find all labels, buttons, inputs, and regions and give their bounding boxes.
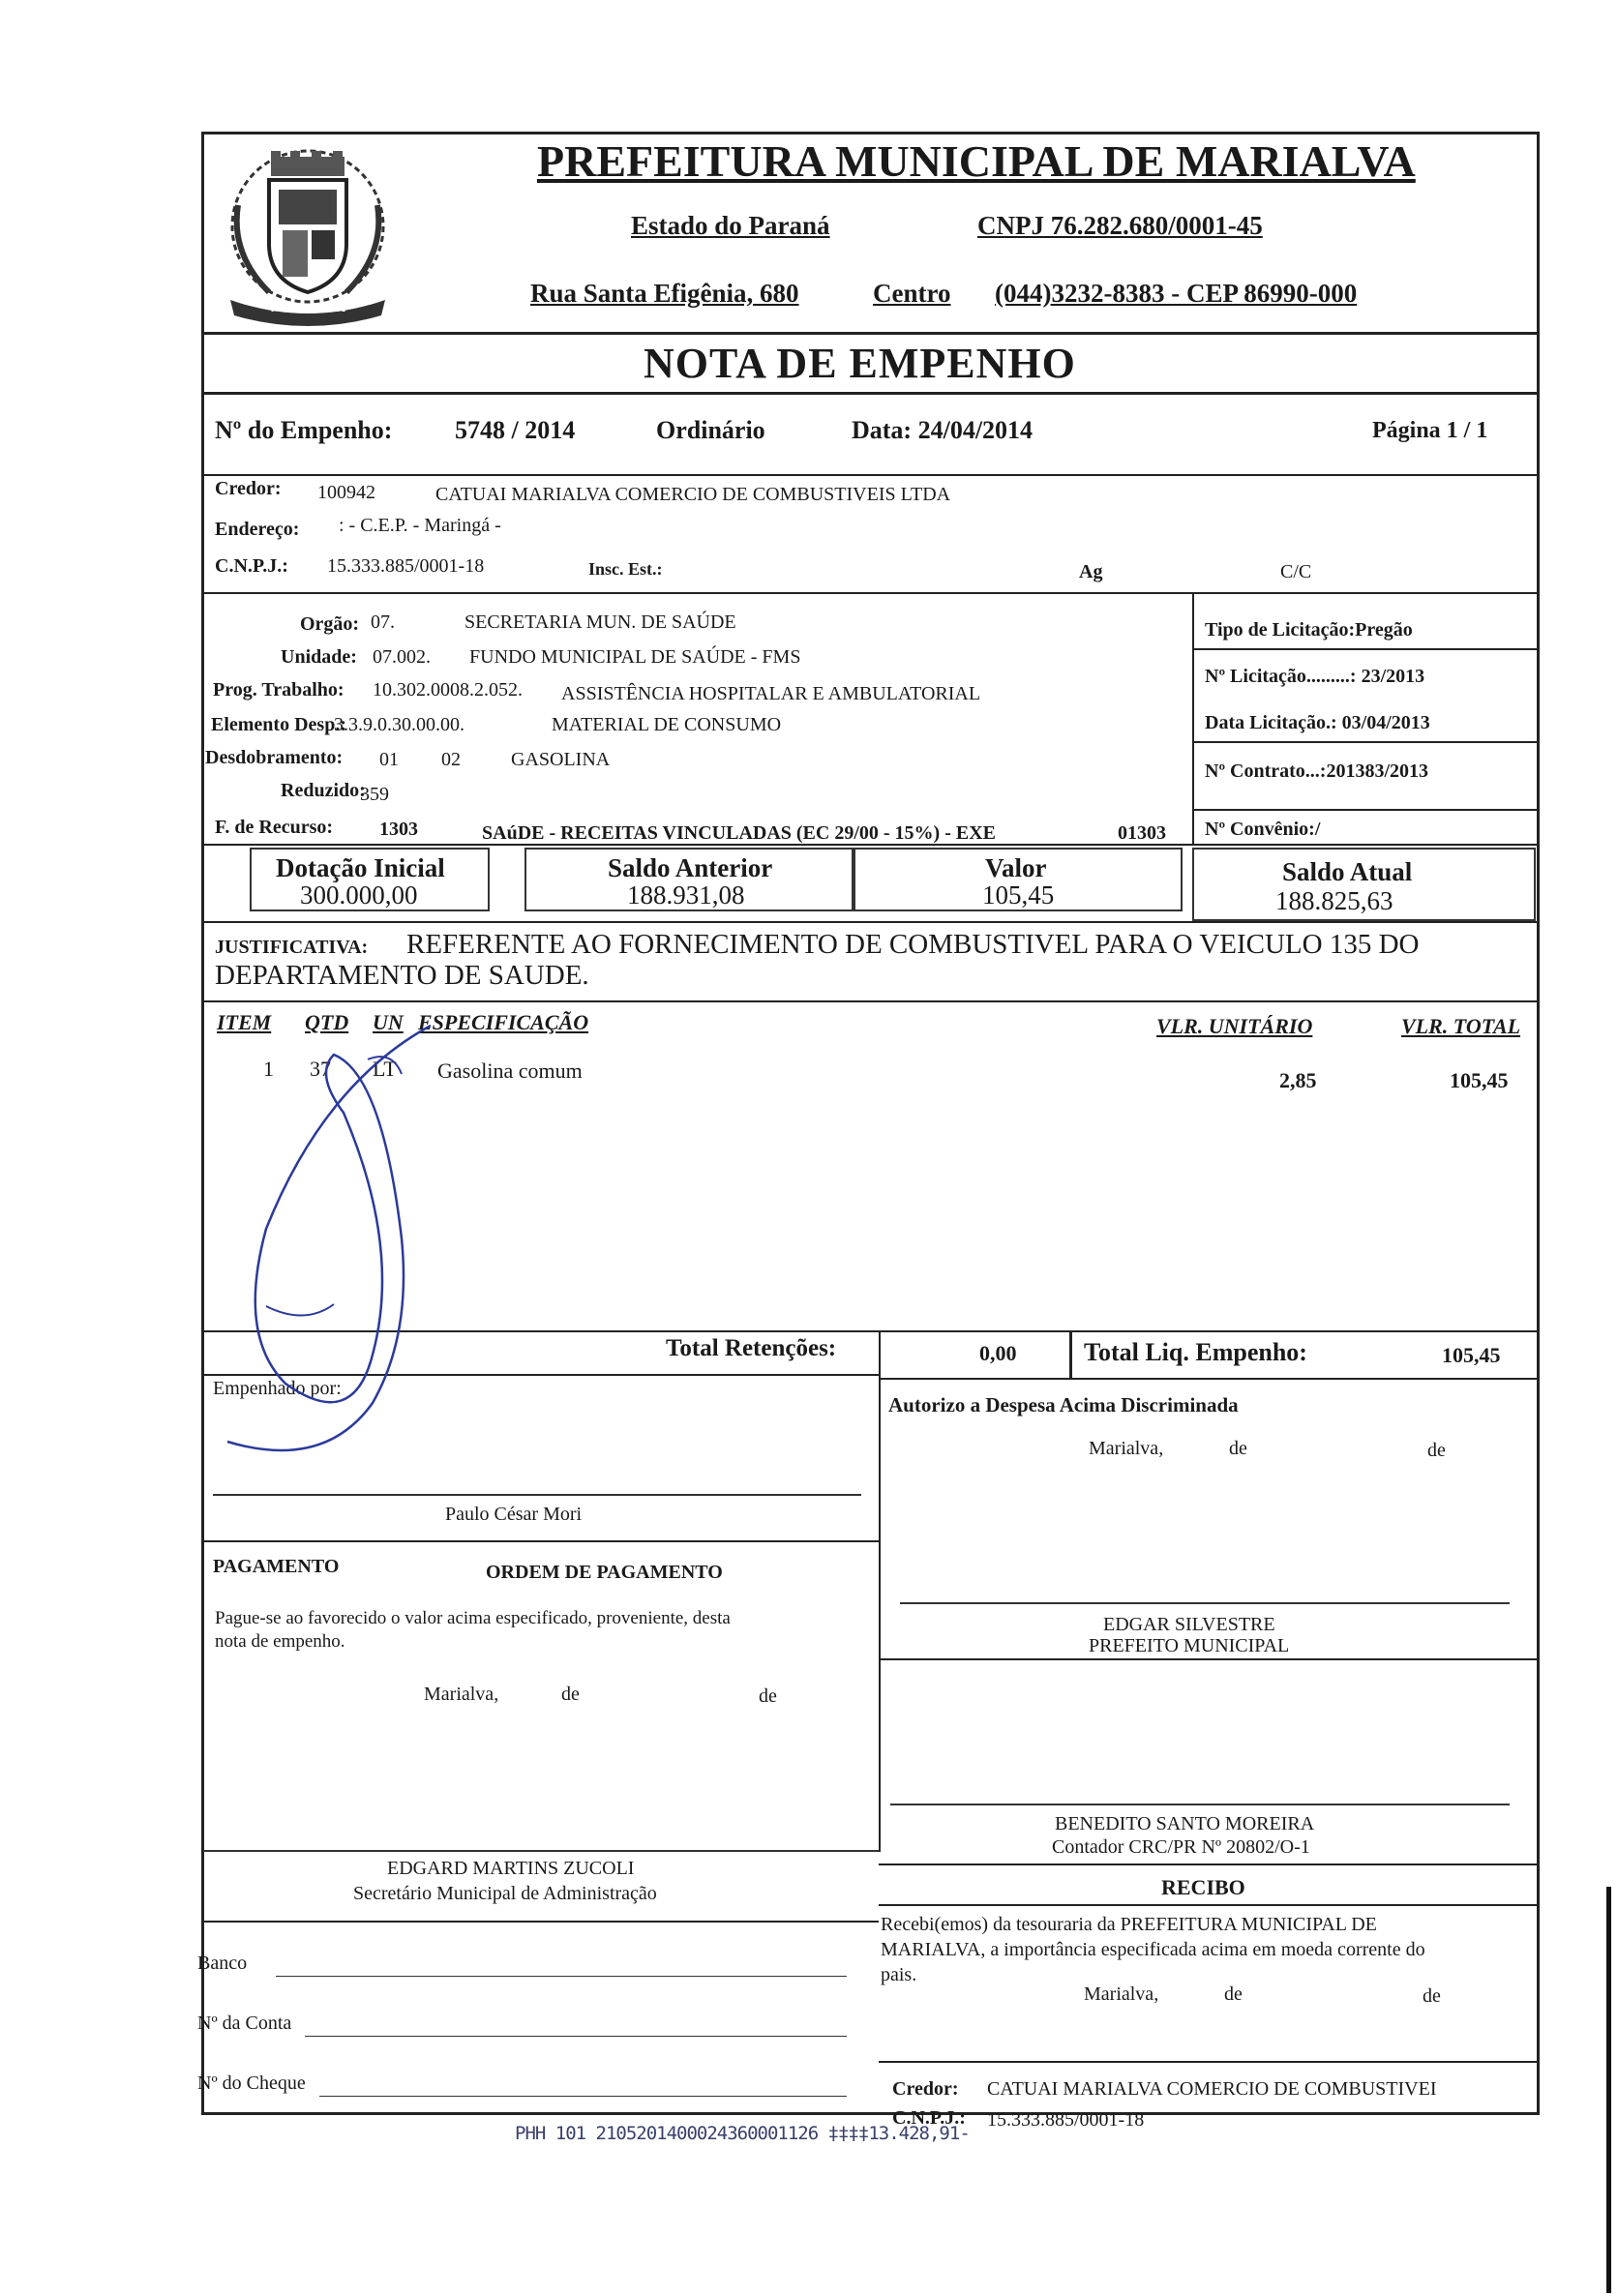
divider <box>879 2061 1540 2063</box>
page-number: Página 1 / 1 <box>1372 418 1488 443</box>
saldo-atual-value: 188.825,63 <box>1275 886 1393 915</box>
col-un: UN <box>373 1010 404 1034</box>
autorizo-label: Autorizo a Despesa Acima Discriminada <box>888 1393 1239 1416</box>
red-value: 359 <box>360 784 389 805</box>
justificativa-label: JUSTIFICATIVA: <box>215 937 369 958</box>
header-district: Centro <box>873 279 951 308</box>
secretario-name: EDGARD MARTINS ZUCOLI <box>387 1858 635 1879</box>
municipal-crest <box>211 137 404 331</box>
pagamento-de-2: de <box>759 1685 777 1707</box>
rec-code2: 01303 <box>1118 822 1166 844</box>
orgao-code: 07. <box>371 611 395 633</box>
divider <box>879 1658 1540 1660</box>
unidade-label: Unidade: <box>281 646 357 668</box>
cc-label: C/C <box>1280 561 1312 582</box>
contador-name: BENEDITO SANTO MOREIRA <box>1055 1813 1315 1834</box>
red-label: Reduzido: <box>281 780 366 801</box>
recibo-de-2: de <box>1423 1985 1441 2007</box>
saldo-anterior-label: Saldo Anterior <box>608 853 773 882</box>
item-especificacao: Gasolina comum <box>437 1059 583 1083</box>
col-especificacao: ESPECIFICAÇÃO <box>418 1010 589 1034</box>
crest-text: MARIALVA <box>271 300 347 314</box>
contador-role: Contador CRC/PR Nº 20802/O-1 <box>1052 1836 1310 1858</box>
divider <box>201 844 1540 846</box>
col-vlr-unitario: VLR. UNITÁRIO <box>1156 1014 1313 1038</box>
empenhado-name: Paulo César Mori <box>445 1504 583 1525</box>
licitacao-data: Data Licitação.: 03/04/2013 <box>1205 712 1430 733</box>
doc-title: NOTA DE EMPENHO <box>644 340 1076 387</box>
recibo-cnpj-label: C.N.P.J.: <box>892 2107 966 2129</box>
recibo-de-1: de <box>1224 1983 1243 2005</box>
total-retencoes-label: Total Retenções: <box>666 1335 837 1361</box>
desd-name: GASOLINA <box>511 749 611 770</box>
credor-label: Credor: <box>215 478 282 499</box>
elem-code: 3.3.9.0.30.00.00. <box>334 714 464 735</box>
conta-label: Nº da Conta <box>197 2013 292 2034</box>
divider <box>201 332 1540 335</box>
convenio: Nº Convênio:/ <box>1205 819 1321 840</box>
col-vlr-total: VLR. TOTAL <box>1401 1014 1521 1038</box>
dotacao-inicial-label: Dotação Inicial <box>276 853 445 882</box>
saldo-anterior-value: 188.931,08 <box>627 880 745 909</box>
divider <box>1192 809 1540 811</box>
pagamento-label: PAGAMENTO <box>213 1556 340 1577</box>
divider <box>879 1864 1540 1865</box>
prefeito-name: EDGAR SILVESTRE <box>1103 1614 1275 1635</box>
banco-field[interactable] <box>276 1976 847 1977</box>
divider <box>1192 648 1540 650</box>
cheque-field[interactable] <box>319 2096 847 2097</box>
header-address: Rua Santa Efigênia, 680 <box>530 279 799 308</box>
divider <box>201 1540 879 1542</box>
ordem-pagamento-label: ORDEM DE PAGAMENTO <box>486 1562 723 1583</box>
signature-line <box>213 1494 861 1496</box>
orgao-label: Orgão: <box>300 613 360 635</box>
divider <box>879 1904 1540 1906</box>
recibo-text-2: MARIALVA, a importância especificada acima em moeda corrente do <box>881 1939 1425 1960</box>
elem-name: MATERIAL DE CONSUMO <box>552 714 782 735</box>
justificativa-text-1: REFERENTE AO FORNECIMENTO DE COMBUSTIVEL PARA O VEICULO 135 DO <box>406 929 1420 960</box>
banco-label: Banco <box>197 1953 248 1974</box>
credor-cnpj: 15.333.885/0001-18 <box>327 555 485 577</box>
licitacao-tipo: Tipo de Licitação:Pregão <box>1205 619 1413 641</box>
pagamento-place: Marialva, <box>424 1684 499 1705</box>
desd-b: 02 <box>441 749 461 770</box>
signature-line <box>890 1804 1510 1805</box>
prog-name: ASSISTÊNCIA HOSPITALAR E AMBULATORIAL <box>561 683 981 704</box>
cheque-label: Nº do Cheque <box>197 2072 306 2094</box>
divider <box>1192 592 1194 844</box>
licitacao-numero: Nº Licitação.........: 23/2013 <box>1205 666 1425 687</box>
signature-line <box>900 1602 1510 1604</box>
unidade-code: 07.002. <box>373 646 431 668</box>
insc-label: Insc. Est.: <box>588 559 663 579</box>
empenho-number: 5748 / 2014 <box>455 416 576 444</box>
conta-field[interactable] <box>305 2036 847 2037</box>
secretario-role: Secretário Municipal de Administração <box>353 1883 657 1904</box>
valor-value: 105,45 <box>982 880 1055 909</box>
divider <box>201 1921 879 1923</box>
rec-label: F. de Recurso: <box>215 817 334 838</box>
recibo-title: RECIBO <box>1161 1875 1245 1899</box>
saldo-atual-label: Saldo Atual <box>1282 857 1413 886</box>
col-qtd: QTD <box>305 1010 349 1034</box>
header-title: PREFEITURA MUNICIPAL DE MARIALVA <box>537 136 1416 186</box>
prog-code: 10.302.0008.2.052. <box>373 679 523 701</box>
empenho-date: Data: 24/04/2014 <box>852 416 1034 444</box>
autorizo-de-1: de <box>1229 1438 1247 1459</box>
endereco-label: Endereço: <box>215 519 300 540</box>
elem-label: Elemento Desp.: <box>211 714 346 735</box>
total-retencoes-value: 0,00 <box>979 1341 1017 1365</box>
recibo-cnpj: 15.333.885/0001-18 <box>987 2109 1145 2131</box>
credor-name: CATUAI MARIALVA COMERCIO DE COMBUSTIVEIS LTDA <box>435 484 951 505</box>
recibo-text-1: Recebi(emos) da tesouraria da PREFEITURA MUNICIPAL DE <box>881 1914 1377 1935</box>
recibo-credor-label: Credor: <box>892 2078 959 2100</box>
autorizo-place: Marialva, <box>1089 1438 1164 1459</box>
pagamento-de-1: de <box>561 1684 580 1705</box>
empenho-type: Ordinário <box>656 416 765 444</box>
empenhado-label: Empenhado por: <box>213 1378 342 1399</box>
autorizo-de-2: de <box>1427 1440 1446 1461</box>
pagamento-text-2: nota de empenho. <box>215 1631 345 1652</box>
header-cnpj: CNPJ 76.282.680/0001-45 <box>977 211 1263 240</box>
divider <box>201 474 1540 476</box>
divider <box>879 1378 881 1852</box>
handwritten-signature <box>208 1016 556 1471</box>
empenho-label: Nº do Empenho: <box>215 416 393 444</box>
unidade-name: FUNDO MUNICIPAL DE SAÚDE - FMS <box>469 646 801 668</box>
header-state: Estado do Paraná <box>631 211 830 240</box>
rec-name: SAúDE - RECEITAS VINCULADAS (EC 29/00 - 15%) - EXE <box>482 822 996 844</box>
orgao-name: SECRETARIA MUN. DE SAÚDE <box>464 611 736 633</box>
prefeito-role: PREFEITO MUNICIPAL <box>1089 1635 1290 1656</box>
col-item: ITEM <box>217 1010 272 1034</box>
divider <box>201 921 1540 923</box>
pagamento-text-1: Pague-se ao favorecido o valor acima especificado, proveniente, desta <box>215 1608 731 1628</box>
justificativa-text-2: DEPARTAMENTO DE SAUDE. <box>215 960 589 991</box>
dotacao-inicial-value: 300.000,00 <box>300 880 418 909</box>
signature-line <box>203 1850 879 1852</box>
contrato: Nº Contrato...:201383/2013 <box>1205 760 1429 782</box>
item-qtd: 37 <box>310 1057 331 1081</box>
header-phone-cep: (044)3232-8383 - CEP 86990-000 <box>995 279 1358 308</box>
total-liq-label: Total Liq. Empenho: <box>1084 1338 1307 1366</box>
recibo-text-3: pais. <box>881 1964 917 1985</box>
rec-code: 1303 <box>379 819 418 840</box>
valor-label: Valor <box>985 853 1047 882</box>
item-vlr-total: 105,45 <box>1450 1068 1509 1092</box>
total-liq-value: 105,45 <box>1442 1343 1501 1367</box>
desd-label: Desdobramento: <box>205 747 344 768</box>
desd-a: 01 <box>379 749 399 770</box>
scan-edge <box>1606 1887 1611 2293</box>
divider <box>201 1000 1540 1002</box>
item-vlr-unitario: 2,85 <box>1279 1068 1317 1092</box>
divider <box>1069 1330 1072 1379</box>
divider <box>879 1378 1540 1380</box>
endereco-value: : - C.E.P. - Maringá - <box>339 515 501 536</box>
divider <box>1192 741 1540 743</box>
recibo-place: Marialva, <box>1084 1983 1159 2005</box>
item-number: 1 <box>263 1057 274 1081</box>
prog-label: Prog. Trabalho: <box>213 679 345 701</box>
divider <box>201 392 1540 395</box>
item-un: LT <box>373 1057 397 1081</box>
divider <box>879 1330 881 1379</box>
recibo-credor-name: CATUAI MARIALVA COMERCIO DE COMBUSTIVEI <box>987 2078 1437 2100</box>
divider <box>201 592 1540 594</box>
ag-label: Ag <box>1079 561 1103 582</box>
bank-code-stamp: PHH 101 2105201400024360001126 ‡‡‡‡13.428,91- <box>515 2123 970 2144</box>
cnpj-label: C.N.P.J.: <box>215 555 288 577</box>
credor-code: 100942 <box>317 482 375 503</box>
